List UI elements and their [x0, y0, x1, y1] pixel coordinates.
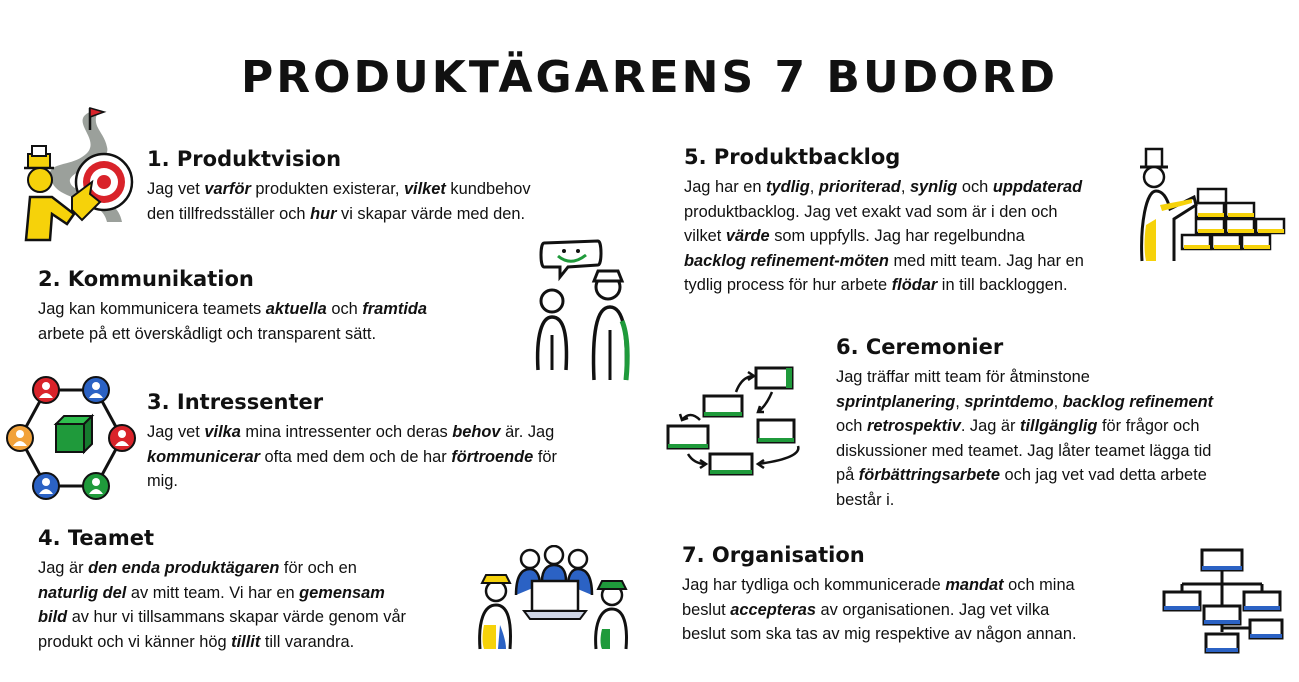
- body-text: den tillfredsställer och: [147, 204, 311, 223]
- body-text: ,: [900, 178, 910, 196]
- body-text: Jag vet: [147, 180, 205, 198]
- body-text: tydlig process för hur arbete: [684, 276, 892, 294]
- section-body: [836, 365, 1286, 512]
- emphasis-text: backlog refinement: [1062, 392, 1214, 411]
- emphasis-text: retrospektiv: [866, 417, 961, 435]
- section-body: [38, 297, 518, 346]
- section-intressenter: [147, 390, 627, 494]
- emphasis-text: accepteras: [730, 600, 816, 619]
- emphasis-text: förtroende: [451, 447, 534, 466]
- body-text: av hur vi tillsammans skapar värde genom vår: [67, 608, 407, 626]
- body-text: beslut som ska tas av mig respektive av någon annan.: [682, 625, 1077, 643]
- body-text: Jag är: [38, 559, 89, 577]
- emphasis-text: hur: [310, 204, 337, 223]
- ceremony-cycle-icon: [660, 362, 830, 482]
- emphasis-text: vilket: [403, 180, 446, 198]
- team-meeting-icon: [472, 545, 642, 655]
- section-ceremonier: [836, 335, 1286, 512]
- body-text: Jag har tydliga och kommunicerade: [682, 576, 946, 594]
- emphasis-text: varför: [204, 180, 251, 198]
- section-teamet: [38, 526, 478, 654]
- section-heading: 6. Ceremonier: [836, 335, 1004, 359]
- emphasis-text: sprintplanering: [836, 392, 956, 411]
- emphasis-text: behov: [452, 423, 501, 441]
- body-text: för och en: [279, 559, 357, 577]
- body-text: och: [836, 417, 867, 435]
- body-text: vi skapar värde med den.: [336, 204, 526, 223]
- body-text: på: [836, 466, 859, 484]
- body-text: Jag kan kommunicera teamets: [38, 300, 266, 318]
- emphasis-text: naturlig del: [38, 583, 127, 602]
- section-body: [38, 556, 478, 654]
- body-text: av organisationen. Jag vet vilka: [815, 600, 1050, 619]
- body-text: ofta med dem och de har: [259, 447, 452, 466]
- emphasis-text: uppdaterad: [992, 178, 1083, 196]
- body-text: produkten existerar,: [250, 180, 404, 198]
- body-text: till varandra.: [260, 632, 355, 651]
- body-text: ,: [1053, 392, 1063, 411]
- emphasis-text: kommunicerar: [147, 447, 260, 466]
- emphasis-text: värde: [725, 227, 770, 245]
- emphasis-text: vilka: [204, 423, 241, 441]
- backlog-blocks-icon: [1134, 145, 1294, 265]
- body-text: in till backloggen.: [937, 276, 1068, 294]
- body-text: och: [326, 300, 363, 318]
- body-text: med mitt team. Jag har en: [888, 251, 1084, 270]
- emphasis-text: den enda produktägaren: [88, 559, 280, 577]
- body-text: diskussioner med teamet. Jag låter teamet lägga tid: [836, 441, 1212, 460]
- body-text: kundbehov: [445, 180, 531, 198]
- section-body: [682, 573, 1152, 647]
- section-heading: 3. Intressenter: [147, 390, 324, 414]
- people-speech-icon: [528, 235, 638, 385]
- stakeholder-network-icon: [4, 374, 144, 504]
- body-text: ,: [809, 178, 819, 196]
- emphasis-text: gemensam: [299, 583, 385, 602]
- emphasis-text: backlog refinement-möten: [684, 251, 889, 270]
- emphasis-text: tydlig: [766, 178, 810, 196]
- body-text: produkt och vi känner hög: [38, 632, 232, 651]
- body-text: för frågor och: [1097, 417, 1200, 435]
- body-text: Jag träffar mitt team för åtminstone: [836, 368, 1090, 386]
- org-chart-icon: [1158, 544, 1288, 662]
- body-text: och mina: [1003, 576, 1075, 594]
- body-text: arbete på ett överskådligt och transparent sätt.: [38, 324, 377, 343]
- emphasis-text: flödar: [891, 276, 938, 294]
- section-produktvision: [147, 147, 617, 226]
- emphasis-text: tillgänglig: [1020, 417, 1098, 435]
- body-text: ,: [955, 392, 965, 411]
- emphasis-text: bild: [38, 608, 68, 626]
- body-text: och jag vet vad detta arbete: [999, 466, 1207, 484]
- emphasis-text: tillit: [231, 632, 261, 651]
- body-text: produktbacklog. Jag vet exakt vad som är i den och: [684, 202, 1058, 221]
- page-title: PRODUKTÄGARENS 7 BUDORD: [241, 52, 1058, 103]
- section-heading: 7. Organisation: [682, 543, 865, 567]
- body-text: beslut: [682, 600, 731, 619]
- body-text: vilket: [684, 227, 726, 245]
- emphasis-text: mandat: [945, 576, 1004, 594]
- section-kommunikation: [38, 267, 518, 346]
- section-heading: 1. Produktvision: [147, 147, 342, 171]
- section-produktbacklog: [684, 145, 1164, 298]
- section-organisation: [682, 543, 1152, 647]
- section-body: [147, 177, 617, 226]
- emphasis-text: sprintdemo: [964, 392, 1054, 411]
- body-text: av mitt team. Vi har en: [126, 583, 300, 602]
- body-text: för: [533, 447, 557, 466]
- emphasis-text: prioriterad: [818, 178, 901, 196]
- emphasis-text: framtida: [362, 300, 428, 318]
- section-heading: 2. Kommunikation: [38, 267, 254, 291]
- section-heading: 5. Produktbacklog: [684, 145, 901, 169]
- section-body: [147, 420, 627, 494]
- emphasis-text: synlig: [909, 178, 958, 196]
- emphasis-text: aktuella: [265, 300, 327, 318]
- body-text: som uppfylls. Jag har regelbundna: [769, 227, 1025, 245]
- body-text: och: [957, 178, 993, 196]
- body-text: mig.: [147, 472, 178, 490]
- target-flag-icon: [12, 102, 142, 242]
- emphasis-text: förbättringsarbete: [858, 466, 1000, 484]
- body-text: . Jag är: [960, 417, 1021, 435]
- section-body: [684, 175, 1164, 298]
- body-text: är. Jag: [500, 423, 555, 441]
- body-text: mina intressenter och deras: [240, 423, 453, 441]
- body-text: Jag har en: [684, 178, 767, 196]
- section-heading: 4. Teamet: [38, 526, 155, 550]
- body-text: består i.: [836, 490, 895, 509]
- body-text: Jag vet: [147, 423, 205, 441]
